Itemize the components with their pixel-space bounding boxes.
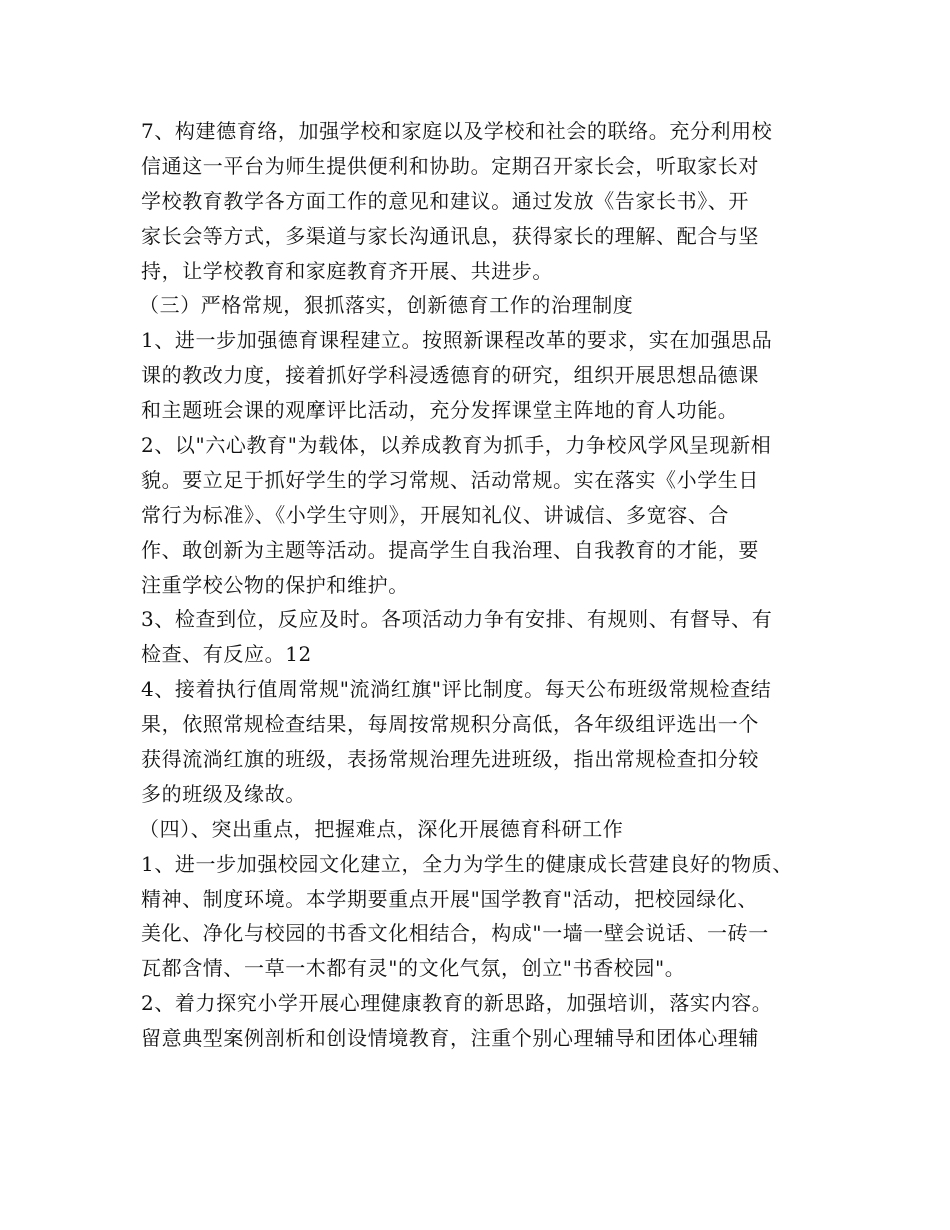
text-line: 常行为标准》、《小学生守则》，开展知礼仪、讲诚信、多宽容、合 — [141, 502, 729, 527]
text-line: 2、以"六心教育"为载体，以养成教育为抓手，力争校风学风呈现新相 — [141, 433, 772, 458]
text-line: 学校教育教学各方面工作的意见和建议。通过发放《告家长书》、开 — [141, 188, 749, 213]
text-line: 精神、制度环境。本学期要重点开展"国学教育"活动，把校园绿化、 — [141, 886, 758, 911]
text-line: 1、进一步加强校园文化建立，全力为学生的健康成长营建良好的物质、 — [141, 851, 793, 876]
text-line: 多的班级及缘故。 — [141, 781, 306, 806]
text-line: 持，让学校教育和家庭教育齐开展、共进步。 — [141, 258, 553, 283]
text-line: 貌。要立足于抓好学生的学习常规、活动常规。实在落实《小学生日 — [141, 467, 759, 492]
text-line: 家长会等方式，多渠道与家长沟通讯息，获得家长的理解、配合与坚 — [141, 223, 759, 248]
text-line: 3、检查到位，反应及时。各项活动力争有安排、有规则、有督导、有 — [141, 607, 773, 632]
text-line: 2、着力探究小学开展心理健康教育的新思路，加强培训，落实内容。 — [141, 991, 773, 1016]
text-line: 课的教改力度，接着抓好学科浸透德育的研究，组织开展思想品德课 — [141, 363, 759, 388]
text-line: 作、敢创新为主题等活动。提高学生自我治理、自我教育的才能，要 — [141, 537, 759, 562]
text-line: 获得流淌红旗的班级，表扬常规治理先进班级，指出常规检查扣分较 — [141, 747, 759, 772]
text-line: 7、构建德育络，加强学校和家庭以及学校和社会的联络。充分利用校 — [141, 119, 773, 143]
text-line: 和主题班会课的观摩评比活动，充分发挥课堂主阵地的育人功能。 — [141, 398, 739, 423]
text-line: 瓦都含情、一草一木都有灵"的文化气氛，创立"书香校园"。 — [141, 956, 686, 981]
text-line: 4、接着执行值周常规"流淌红旗"评比制度。每天公布班级常规检查结 — [141, 677, 772, 702]
document-body — [141, 114, 841, 1056]
section-heading: （四）、突出重点，把握难点，深化开展德育科研工作 — [139, 816, 624, 841]
text-line: 注重学校公物的保护和维护。 — [141, 572, 409, 597]
text-line: 检查、有反应。12 — [141, 642, 312, 667]
text-line: 信通这一平台为师生提供便利和协助。定期召开家长会，听取家长对 — [141, 153, 759, 178]
text-line: 留意典型案例剖析和创设情境教育，注重个别心理辅导和团体心理辅 — [141, 1026, 759, 1051]
text-line: 果，依照常规检查结果，每周按常规积分高低，各年级组评选出一个 — [141, 712, 759, 737]
text-line: 1、进一步加强德育课程建立。按照新课程改革的要求，实在加强思品 — [141, 328, 773, 353]
section-heading: （三）严格常规，狠抓落实，创新德育工作的治理制度 — [139, 293, 634, 318]
text-line: 美化、净化与校园的书香文化相结合，构成"一墙一壁会说话、一砖一 — [141, 921, 769, 946]
